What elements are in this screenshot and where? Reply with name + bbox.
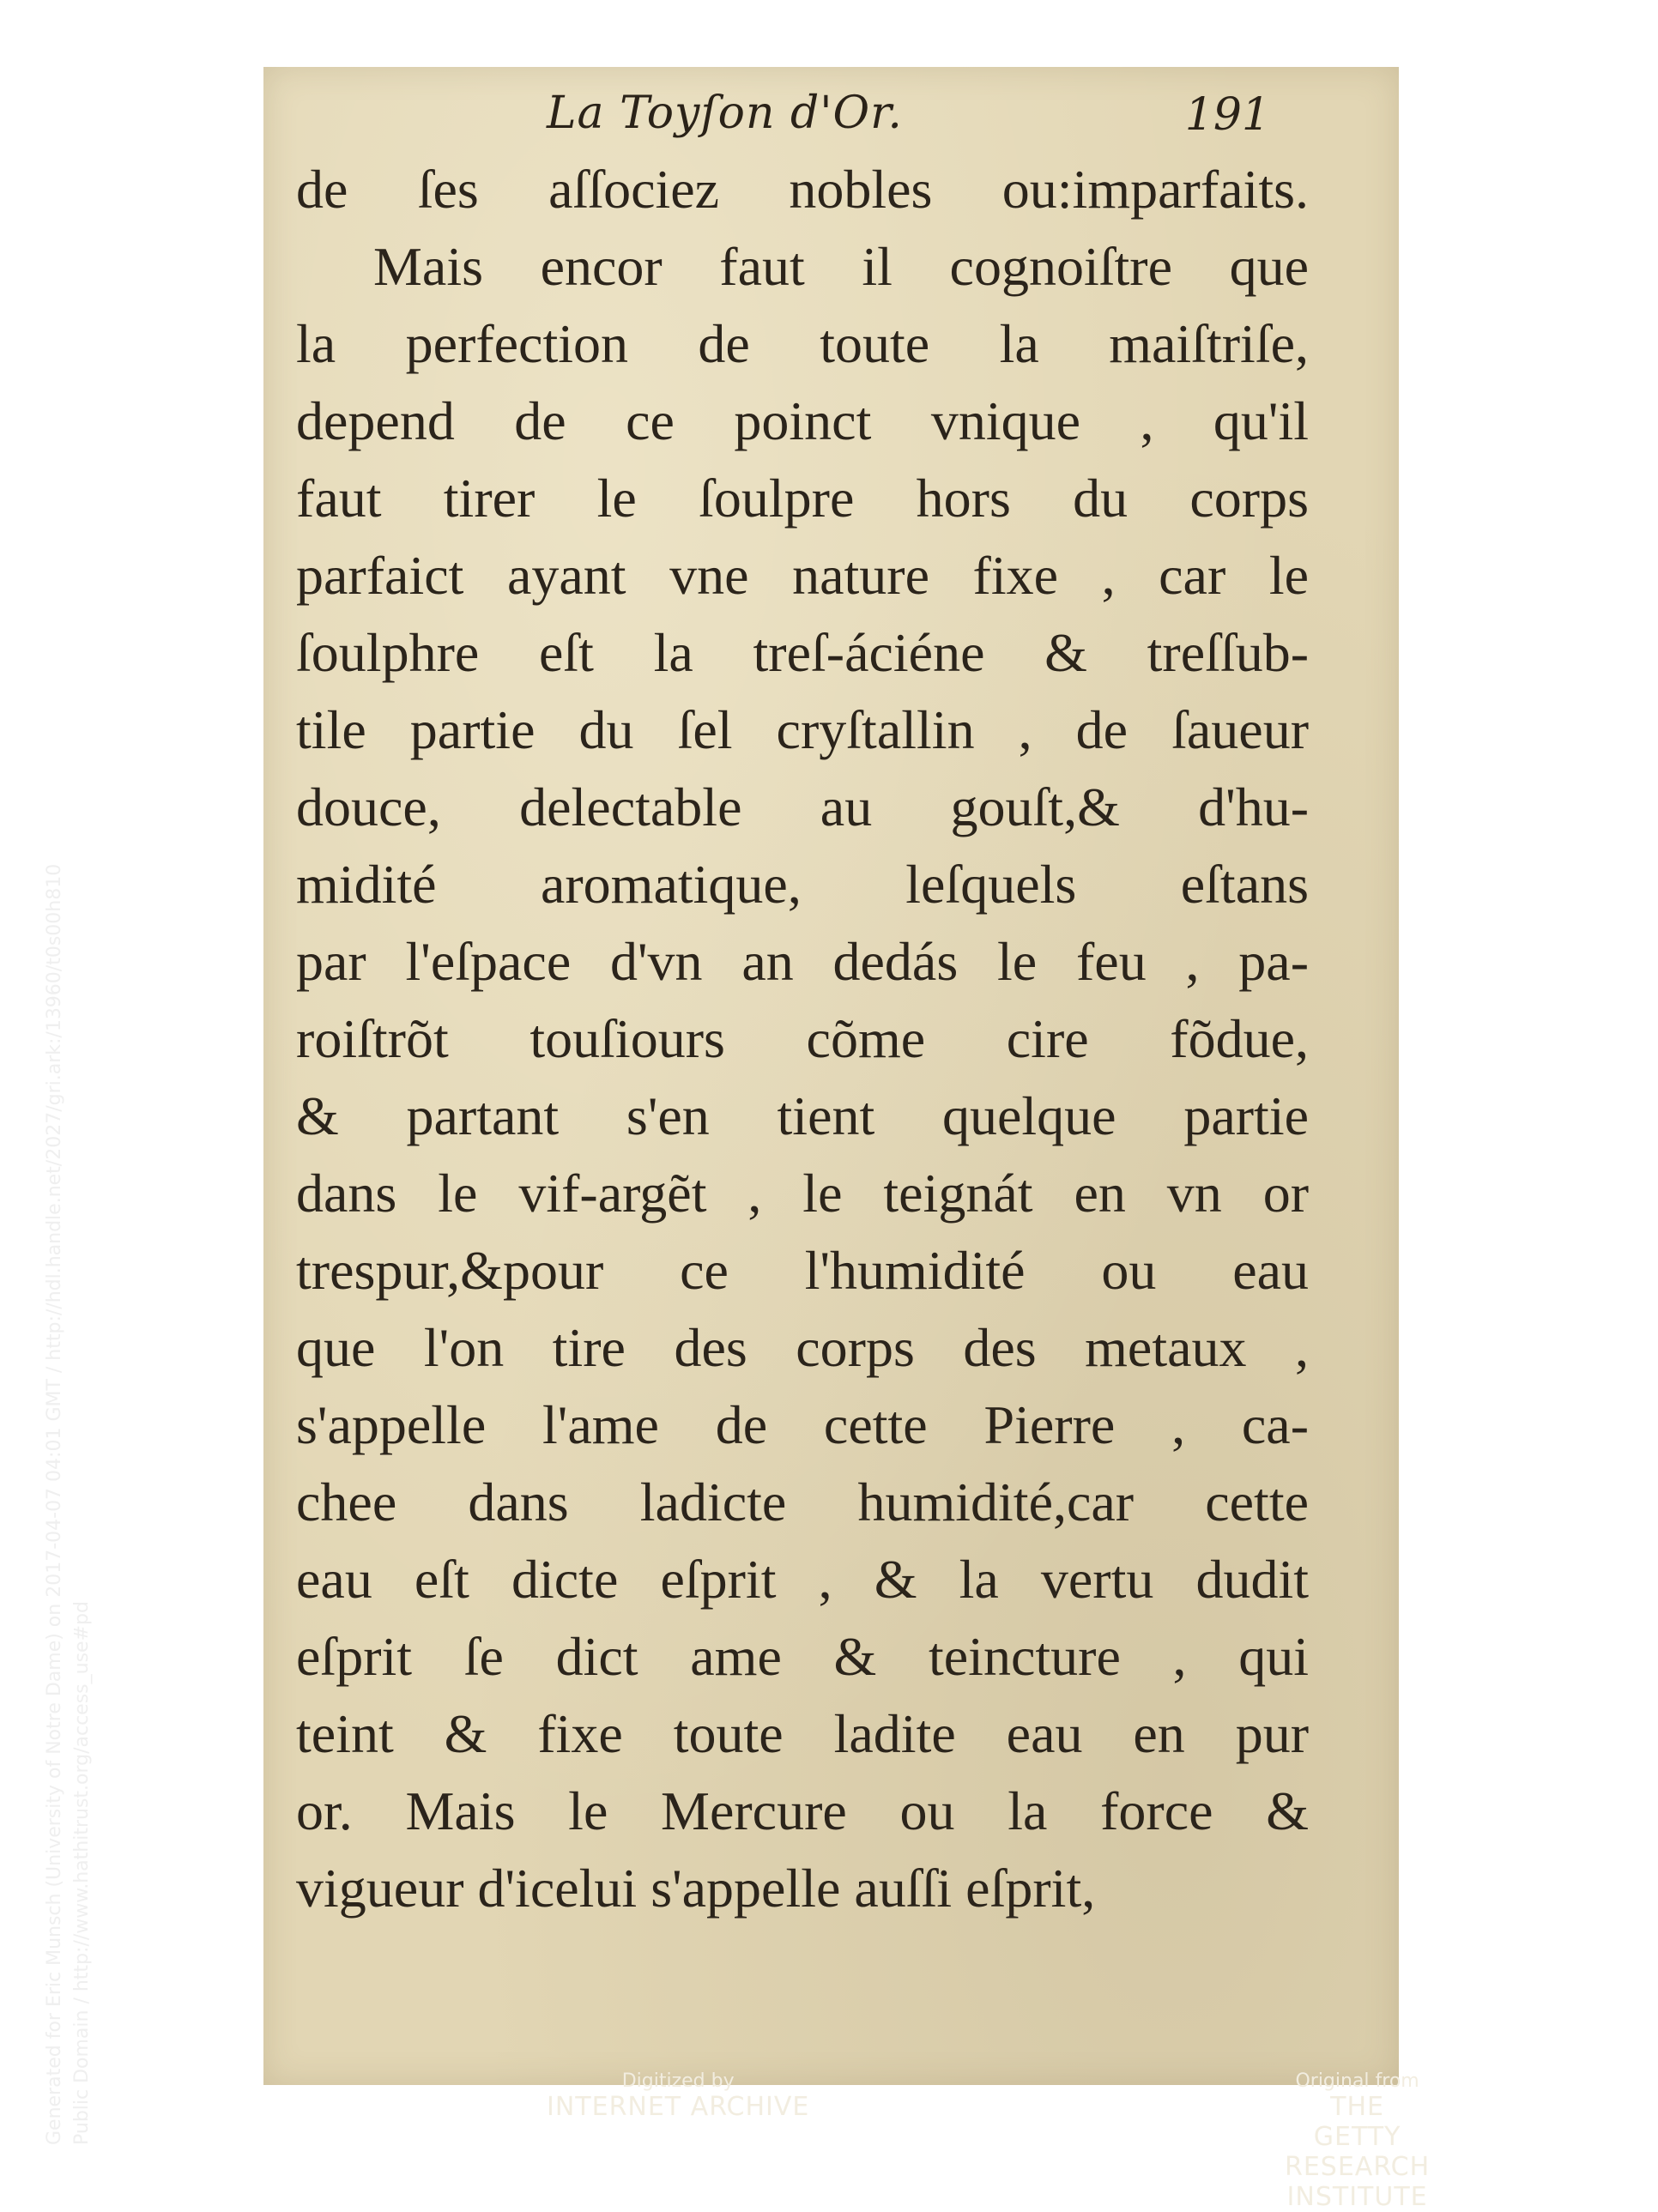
text-line: roiſtrõt touſiours cõme cire fõdue, bbox=[296, 1008, 1309, 1069]
text-line: eau eſt dicte eſprit , & la vertu dudit bbox=[296, 1549, 1309, 1610]
digitized-by-credit bbox=[547, 2070, 809, 2122]
text-line: trespur,&pour ce l'humidité ou eau bbox=[296, 1240, 1309, 1301]
text-line: tile partie du ſel cryſtallin , de ſaueur bbox=[296, 699, 1309, 760]
text-line: vigueur d'icelui s'appelle auſſi eſprit, bbox=[296, 1858, 1096, 1919]
text-line: dans le vif-argẽt , le teignát en vn or bbox=[296, 1163, 1309, 1224]
text-line: la perfection de toute la maiſtriſe, bbox=[296, 313, 1309, 374]
original-from-credit bbox=[1285, 2070, 1430, 2212]
getty-institute-label: THE GETTY RESEARCH INSTITUTE bbox=[1285, 2092, 1431, 2212]
text-line: chee dans ladicte humidité,car cette bbox=[296, 1472, 1309, 1532]
original-from-label: Original from bbox=[1295, 2070, 1419, 2092]
text-line: teint & fixe toute ladite eau en pur bbox=[296, 1703, 1309, 1764]
running-title: La Toyſon d'Or. bbox=[547, 88, 903, 139]
text-line: Mais encor faut il cognoiſtre que bbox=[373, 236, 1309, 297]
text-line: depend de ce poinct vnique , qu'il bbox=[296, 390, 1309, 451]
internet-archive-label: INTERNET ARCHIVE bbox=[547, 2092, 810, 2122]
watermark-line-1: Generated for Eric Munsch (University of Notre Dame) on 2017-04-07 04:01 GMT / http://hdl.handle.net/2027/gri.ark:/13960/t0s00h810 bbox=[44, 863, 65, 2145]
text-line: de ſes aſſociez nobles ou:imparfaits. bbox=[296, 159, 1309, 220]
text-line: or. Mais le Mercure ou la force & bbox=[296, 1780, 1309, 1841]
text-line: & partant s'en tient quelque partie bbox=[296, 1085, 1309, 1146]
watermark-line-2: Public Domain / http://www.hathitrust.org/access_use#pd bbox=[71, 1601, 93, 2145]
text-line: parfaict ayant vne nature fixe , car le bbox=[296, 545, 1309, 606]
text-line: s'appelle l'ame de cette Pierre , ca- bbox=[296, 1394, 1309, 1455]
book-page bbox=[263, 67, 1431, 2212]
hathitrust-watermark bbox=[41, 864, 96, 2145]
page-number: 191 bbox=[1184, 89, 1270, 141]
body-text bbox=[296, 151, 1309, 1927]
text-line: douce, delectable au gouſt,& d'hu- bbox=[296, 777, 1309, 837]
text-line: eſprit ſe dict ame & teincture , qui bbox=[296, 1626, 1309, 1687]
text-line: ſoulphre eſt la treſ-áciéne & treſſub- bbox=[296, 622, 1309, 683]
text-line: que l'on tire des corps des metaux , bbox=[296, 1317, 1309, 1378]
text-line: par l'eſpace d'vn an dedás le feu , pa- bbox=[296, 931, 1309, 992]
text-line: faut tirer le ſoulpre hors du corps bbox=[296, 468, 1309, 529]
running-head bbox=[263, 82, 1399, 160]
digitized-by-label: Digitized by bbox=[621, 2070, 735, 2092]
text-line: midité aromatique, leſquels eſtans bbox=[296, 854, 1309, 915]
